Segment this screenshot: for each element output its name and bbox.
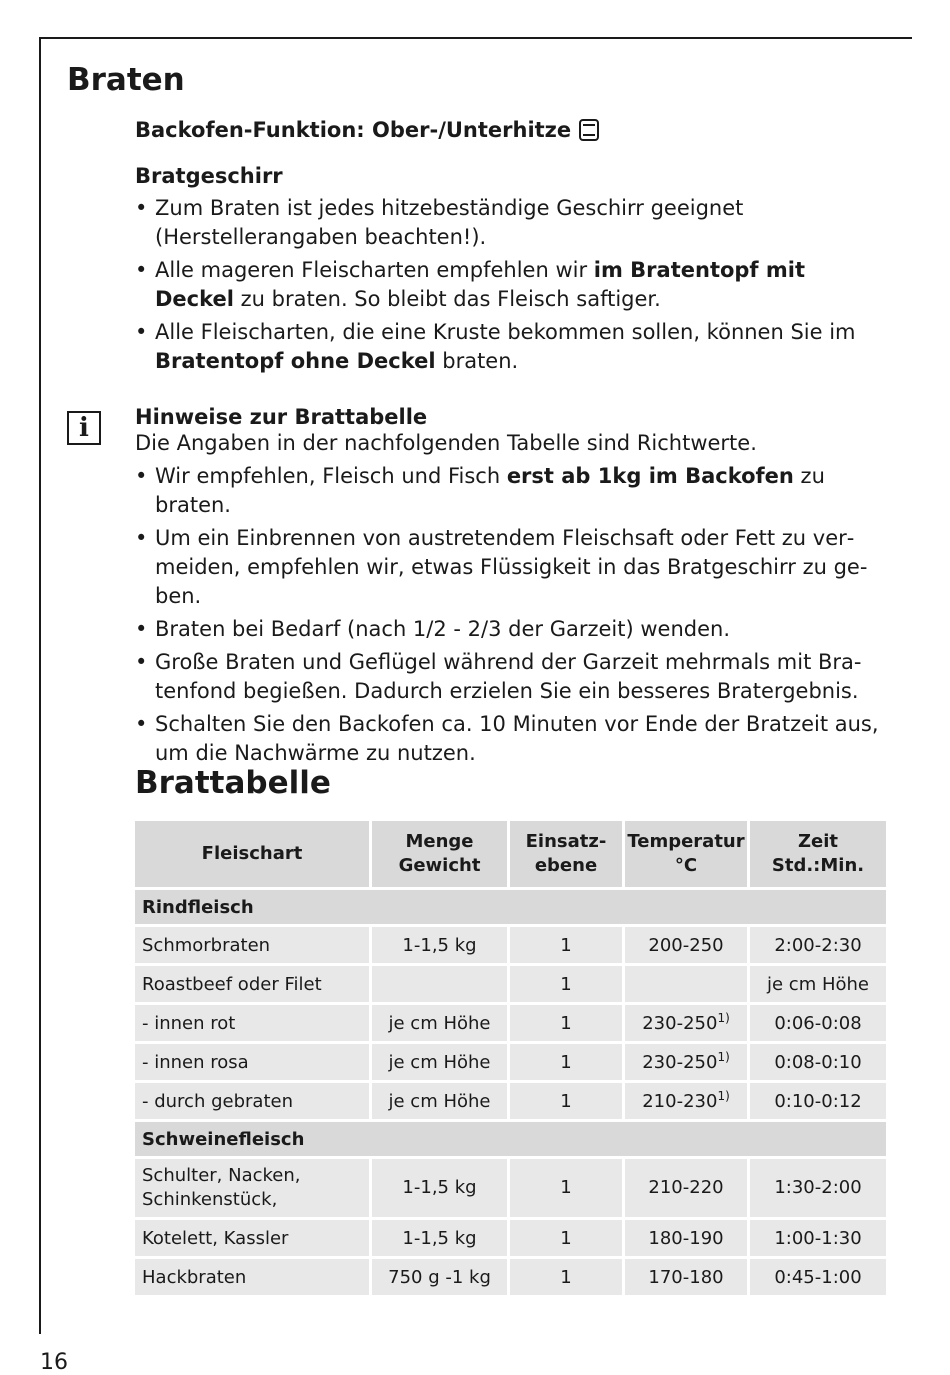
- table-row: - innen rosa je cm Höhe 1 230-250$^{1)}$ 0:08-0:10: [135, 1044, 886, 1083]
- header-fleischart: Fleischart: [135, 821, 372, 890]
- header-ebene: Einsatz- ebene: [510, 821, 625, 890]
- table-header-row: [135, 821, 886, 890]
- list-item: • Alle Fleischarten, die eine Kruste bekommen sollen, können Sie im Bratentopf ohne Deckel braten.: [135, 318, 887, 376]
- hinweise-list: [135, 462, 887, 768]
- table-row: Kotelett, Kassler 1-1,5 kg 1 180-190 1:00-1:30: [135, 1220, 886, 1259]
- page-frame-left-rule: [39, 37, 41, 1334]
- list-item: • Schalten Sie den Backofen ca. 10 Minuten vor Ende der Bratzeit aus, um die Nachwärme zu nutzen.: [135, 710, 887, 768]
- roasting-table: [135, 821, 886, 1298]
- table-row: - innen rot je cm Höhe 1 230-250$^{1)}$ 0:06-0:08: [135, 1005, 886, 1044]
- bratgeschirr-heading: Bratgeschirr: [135, 164, 283, 188]
- info-icon: i: [67, 411, 101, 445]
- category-rindfleisch: Rindfleisch: [135, 890, 886, 927]
- header-temperatur: Temperatur °C: [625, 821, 750, 890]
- list-item: • Zum Braten ist jedes hitzebeständige Geschirr geeignet (Herstellerangaben beachten!).: [135, 194, 887, 252]
- list-item: • Um ein Einbrennen von austretendem Fleischsaft oder Fett zu vermeiden, empfehlen wir, etwas Flüssigkeit in das Bratgeschirr zu geben.: [135, 524, 887, 611]
- category-schweinefleisch: Schweinefleisch: [135, 1122, 886, 1159]
- oven-function-text: Backofen-Funktion: Ober-/Unterhitze: [135, 118, 572, 142]
- header-menge: Menge Gewicht: [372, 821, 510, 890]
- table-row: Hackbraten 750 g -1 kg 1 170-180 0:45-1:00: [135, 1259, 886, 1298]
- table-title: Brattabelle: [135, 765, 331, 801]
- table-row: Roastbeef oder Filet 1 je cm Höhe: [135, 966, 886, 1005]
- header-zeit: Zeit Std.:Min.: [750, 821, 886, 890]
- list-item: • Große Braten und Geflügel während der Garzeit mehrmals mit Bratenfond begießen. Dadurch erzielen Sie ein besseres Bratergebnis.: [135, 648, 887, 706]
- table-row: - durch gebraten je cm Höhe 1 210-230$^{1)}$ 0:10-0:12: [135, 1083, 886, 1122]
- table-row: Schmorbraten 1-1,5 kg 1 200-250 2:00-2:30: [135, 927, 886, 966]
- bratgeschirr-list: [135, 194, 887, 376]
- hinweise-heading: Hinweise zur Brattabelle: [135, 405, 428, 429]
- bratgeschirr-section: [135, 164, 887, 380]
- page-frame-top-rule: [39, 37, 912, 39]
- section-title: Braten: [67, 62, 185, 98]
- top-bottom-heat-icon: [579, 119, 599, 141]
- category-row: [135, 890, 886, 927]
- category-row: [135, 1122, 886, 1159]
- hinweise-intro: Die Angaben in der nachfolgenden Tabelle sind Richtwerte.: [135, 431, 757, 455]
- hinweise-section: [135, 405, 887, 772]
- oven-function-line: [135, 118, 887, 142]
- table-row: Schulter, Nacken, Schinkenstück, 1-1,5 kg 1 210-220 1:30-2:00: [135, 1159, 886, 1220]
- list-item: • Wir empfehlen, Fleisch und Fisch erst ab 1kg im Backofen zu braten.: [135, 462, 887, 520]
- list-item: • Alle mageren Fleischarten empfehlen wir im Bratentopf mit Deckel zu braten. So bleibt das Fleisch saftiger.: [135, 256, 887, 314]
- page-number: 16: [40, 1350, 68, 1375]
- list-item: • Braten bei Bedarf (nach 1/2 - 2/3 der Garzeit) wenden.: [135, 615, 887, 644]
